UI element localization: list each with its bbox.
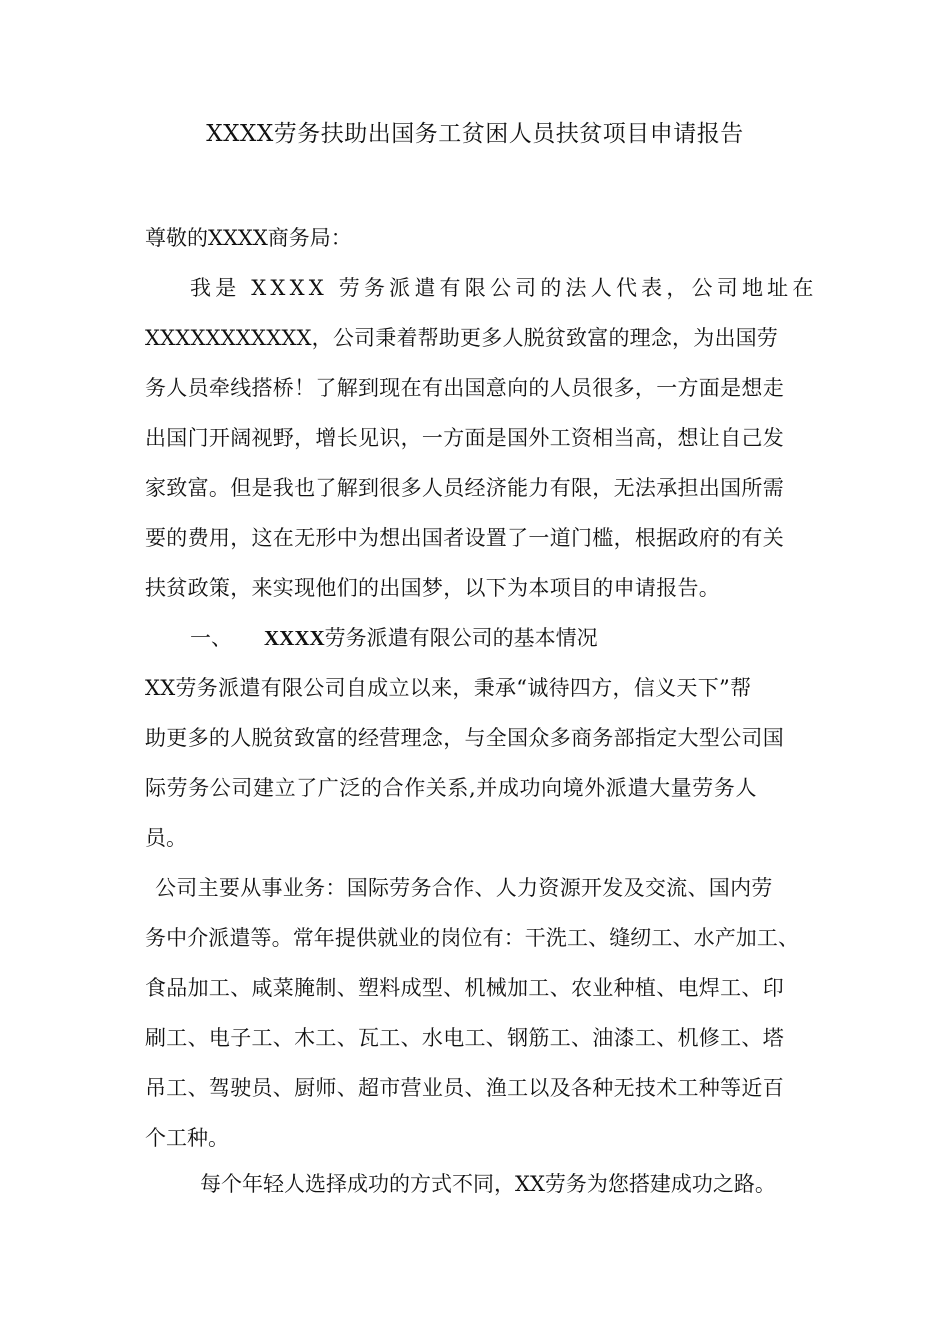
paragraph-3-line-2: 务中介派遣等。常年提供就业的岗位有：干洗工、缝纫工、水产加工、 — [145, 926, 800, 950]
paragraph-3-line-4: 刷工、电子工、木工、瓦工、水电工、钢筋工、油漆工、机修工、塔 — [145, 1026, 784, 1050]
document-title: XXXX劳务扶助出国务工贫困人员扶贫项目申请报告 — [206, 121, 744, 147]
paragraph-1-line-2: XXXXXXXXXXX，公司秉着帮助更多人脱贫致富的理念，为出国劳 — [145, 326, 779, 350]
paragraph-1-line-4: 出国门开阔视野，增长见识，一方面是国外工资相当高，想让自己发 — [145, 426, 784, 450]
paragraph-3-line-5: 吊工、驾驶员、厨师、超市营业员、渔工以及各种无技术工种等近百 — [145, 1076, 784, 1100]
paragraph-1-line-1 — [190, 272, 818, 302]
paragraph-1-line-1-text: 我是 XXXX 劳务派遣有限公司的法人代表，公司地址在 — [190, 276, 818, 300]
section-1-heading — [190, 622, 598, 652]
paragraph-3-line-6: 个工种。 — [145, 1126, 229, 1150]
paragraph-1-line-3: 务人员牵线搭桥！了解到现在有出国意向的人员很多，一方面是想走 — [145, 376, 784, 400]
section-1-company-code: XXXX — [264, 626, 325, 650]
paragraph-2-line-2: 助更多的人脱贫致富的经营理念，与全国众多商务部指定大型公司国 — [145, 726, 784, 750]
paragraph-2-line-1: XX劳务派遣有限公司自成立以来，秉承“诚待四方，信义天下”帮 — [145, 676, 752, 700]
section-1-heading-text: 劳务派遣有限公司的基本情况 — [324, 626, 598, 650]
paragraph-3-line-1: 公司主要从事业务：国际劳务合作、人力资源开发及交流、国内劳 — [155, 876, 773, 900]
section-1-number: 一、 — [190, 626, 232, 650]
paragraph-1-line-7: 扶贫政策，来实现他们的出国梦，以下为本项目的申请报告。 — [145, 576, 721, 600]
salutation: 尊敬的XXXX商务局： — [145, 226, 352, 250]
paragraph-1-line-6: 要的费用，这在无形中为想出国者设置了一道门槛，根据政府的有关 — [145, 526, 784, 550]
paragraph-3-line-3: 食品加工、咸菜腌制、塑料成型、机械加工、农业种植、电焊工、印 — [145, 976, 784, 1000]
paragraph-2-line-3: 际劳务公司建立了广泛的合作关系,并成功向境外派遣大量劳务人 — [145, 776, 758, 800]
paragraph-1-line-5: 家致富。但是我也了解到很多人员经济能力有限，无法承担出国所需 — [145, 476, 784, 500]
paragraph-4-line-1: 每个年轻人选择成功的方式不同，XX劳务为您搭建成功之路。 — [200, 1172, 776, 1196]
paragraph-2-line-4: 员。 — [145, 826, 187, 850]
